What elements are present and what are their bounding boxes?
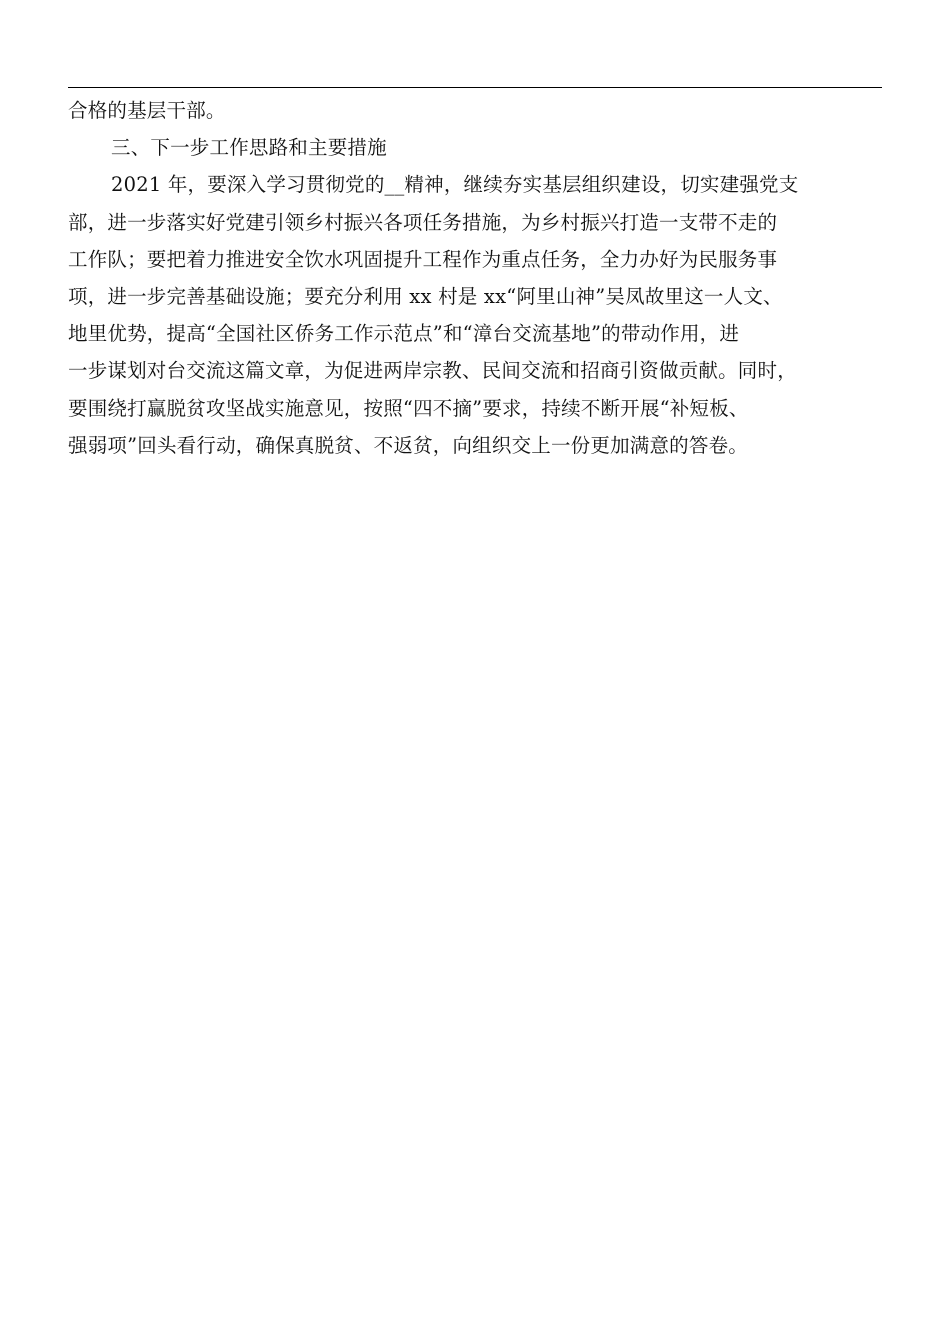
header-rule [68,87,882,88]
paragraph-line: 一步谋划对台交流这篇文章，为促进两岸宗教、民间交流和招商引资做贡献。同时， [68,359,797,383]
paragraph-line: 2021 年，要深入学习贯彻党的__精神，继续夯实基层组织建设，切实建强党支 [111,173,799,197]
paragraph-line: 项，进一步完善基础设施；要充分利用 xx 村是 xx“阿里山神”吴凤故里这一人文、 [68,284,783,308]
paragraph-line: 强弱项”回头看行动，确保真脱贫、不返贫，向组织交上一份更加满意的答卷。 [68,433,748,457]
paragraph [68,166,886,464]
paragraph-line: 工作队；要把着力推进安全饮水巩固提升工程作为重点任务，全力办好为民服务事 [68,247,778,271]
paragraph-line: 部，进一步落实好党建引领乡村振兴各项任务措施，为乡村振兴打造一支带不走的 [68,210,778,234]
paragraph-line: 地里优势，提高“全国社区侨务工作示范点”和“漳台交流基地”的带动作用，进 [68,322,740,346]
document-body [68,92,886,464]
section-heading: 三、下一步工作思路和主要措施 [111,136,387,160]
paragraph-line: 要围绕打赢脱贫攻坚战实施意见，按照“四不摘”要求，持续不断开展“补短板、 [68,396,749,420]
continuation-line: 合格的基层干部。 [68,99,226,122]
